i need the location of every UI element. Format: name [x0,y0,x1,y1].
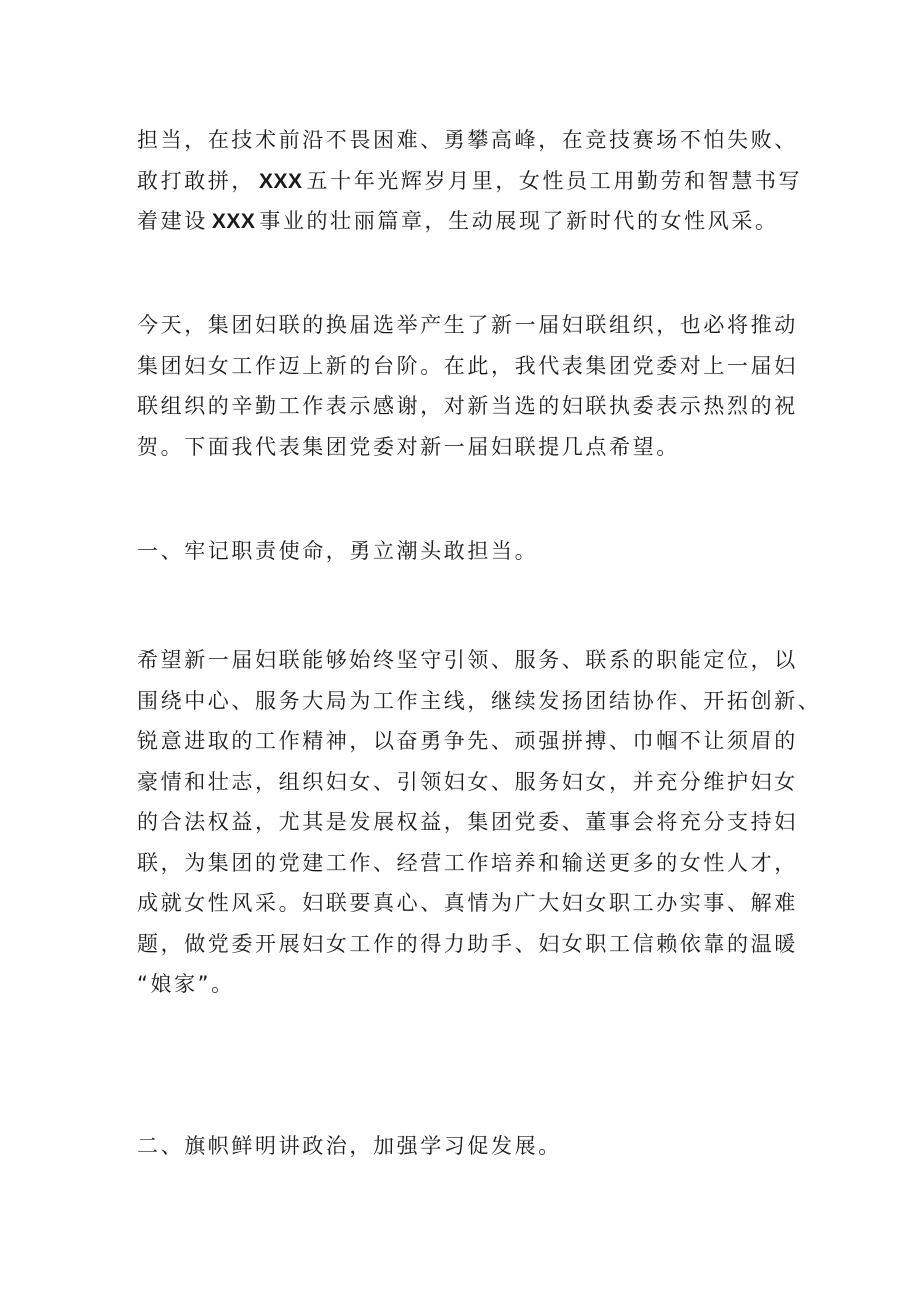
text-line: 成就女性风采。妇联要真心、真情为广大妇女职工办实事、解难 [137,891,798,915]
text-line: 着建设 XXX 事业的壮丽篇章，生动展现了新时代的女性风采。 [137,209,779,233]
text-line: 豪情和壮志，组织妇女、引领妇女、服务妇女，并充分维护妇女 [137,769,798,794]
placeholder-name: XXX [259,169,303,193]
text-line: 联，为集团的党建工作、经营工作培养和输送更多的女性人才， [137,850,798,875]
text-line: 今天，集团妇联的换届选举产生了新一届妇联组织，也必将推动 [137,313,798,337]
paragraph-3 [137,640,837,1005]
text-line: 贺。下面我代表集团党委对新一届妇联提几点希望。 [137,434,680,459]
text-line: 围绕中心、服务大局为工作主线，继续发扬团结协作、开拓创新、 [137,688,822,713]
text-line: 的合法权益，尤其是发展权益，集团党委、董事会将充分支持妇 [137,810,798,834]
section-heading-2 [137,1126,837,1167]
section-heading-1 [137,531,837,572]
text-line: 集团妇女工作迈上新的台阶。在此，我代表集团党委对上一届妇 [137,353,798,378]
text-line: 联组织的辛勤工作表示感谢，对新当选的妇联执委表示热烈的祝 [137,394,798,418]
text-line: “娘家”。 [137,972,235,996]
placeholder-name: XXX [211,210,256,233]
text-line: 锐意进取的工作精神，以奋勇争先、顽强拼搏、巾帼不让须眉的 [137,729,798,753]
heading-line: 二、旗帜鲜明讲政治，加强学习促发展。 [137,1134,562,1158]
text-line: 担当，在技术前沿不畏困难、勇攀高峰，在竞技赛场不怕失败、 [137,128,798,152]
text-line: 敢打敢拼， XXX 五十年光辉岁月里，女性员工用勤劳和智慧书写 [137,168,803,193]
paragraph-2 [137,305,837,467]
text-line: 希望新一届妇联能够始终坚守引领、服务、联系的职能定位，以 [137,648,798,672]
paragraph-1 [137,120,837,242]
text-line: 题，做党委开展妇女工作的得力助手、妇女职工信赖依靠的温暖 [137,931,798,956]
heading-line: 一、牢记职责使命，勇立潮头敢担当。 [137,539,539,563]
